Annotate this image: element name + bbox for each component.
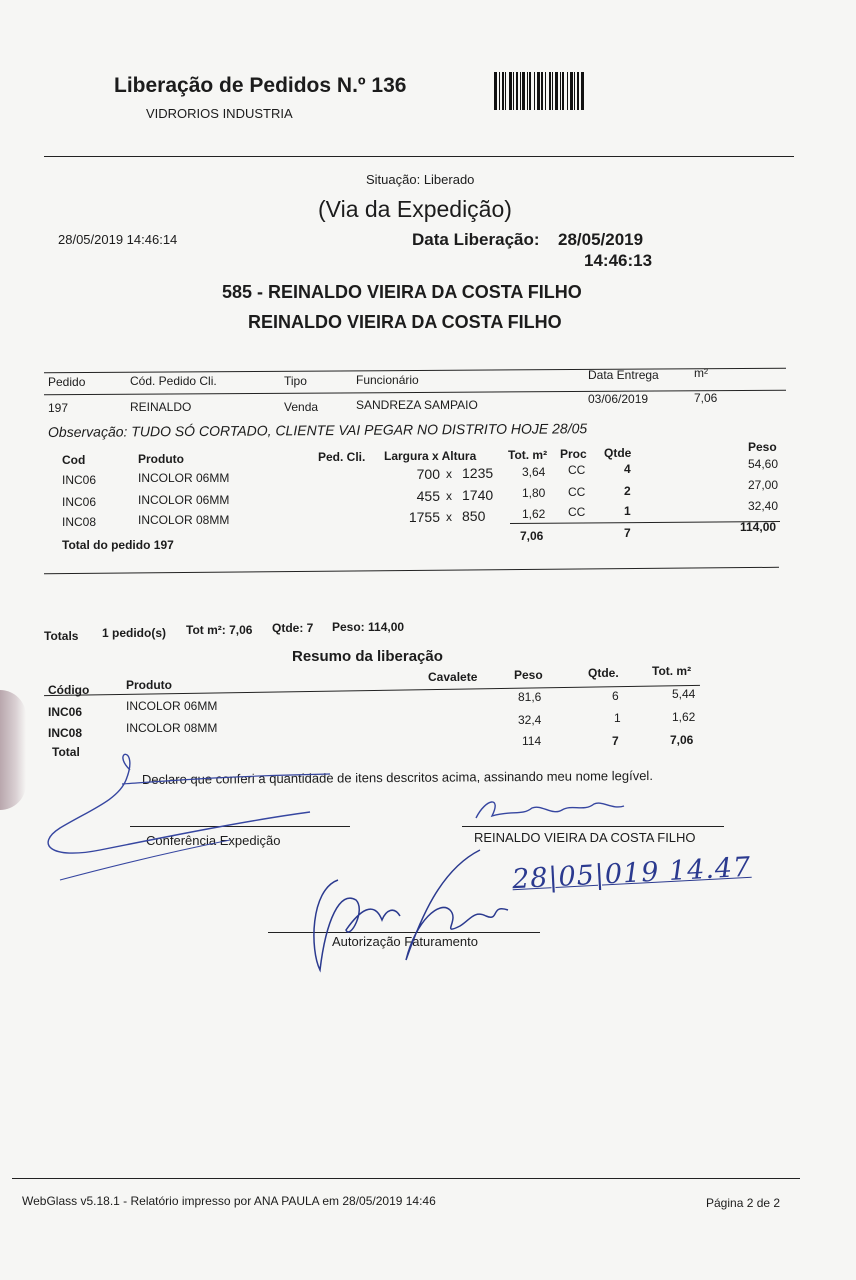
summary-col-cavalete: Cavalete — [428, 670, 478, 684]
value-m2: 7,06 — [694, 391, 718, 405]
row-proc: CC — [568, 485, 586, 499]
order-total-m2: 7,06 — [520, 529, 544, 543]
status-text: Situação: Liberado — [366, 172, 475, 187]
release-time: 14:46:13 — [584, 251, 653, 270]
summary-row-qtde: 1 — [614, 711, 621, 725]
release-date-label: Data Liberação: — [412, 230, 540, 249]
summary-row-produto: INCOLOR 08MM — [126, 721, 218, 735]
row-tot-m2: 1,62 — [522, 507, 546, 521]
report-title: Liberação de Pedidos N.º 136 — [114, 74, 407, 97]
summary-col-produto: Produto — [126, 678, 172, 692]
row-qtde: 1 — [624, 504, 631, 518]
observation — [48, 420, 587, 440]
footer-page: Página 2 de 2 — [706, 1196, 781, 1210]
handwritten-date: 28|05|019 14.47 — [511, 851, 752, 896]
client-signature-icon — [462, 790, 662, 830]
totals-qtde: Qtde: 7 — [272, 621, 314, 635]
summary-total-tot-m2: 7,06 — [670, 733, 694, 747]
summary-row-codigo: INC08 — [48, 726, 83, 740]
totals-label: Totals — [44, 629, 79, 643]
conferencia-label: Conferência Expedição — [146, 833, 281, 848]
row-altura: 850 — [462, 508, 486, 524]
row-produto: INCOLOR 06MM — [138, 493, 230, 507]
totals-m2: Tot m²: 7,06 — [186, 623, 253, 637]
conferencia-signature-icon — [30, 740, 350, 890]
col-cod: Cod — [62, 453, 86, 467]
autorizacao-signature-icon — [290, 840, 530, 980]
row-cod: INC08 — [62, 515, 97, 529]
row-largura: 1755 — [408, 509, 440, 525]
row-largura: 700 — [416, 466, 440, 482]
summary-row-qtde: 6 — [612, 689, 619, 703]
printed-datetime: 28/05/2019 14:46:14 — [58, 232, 178, 247]
barcode-icon — [494, 72, 610, 110]
summary-row-peso: 81,6 — [518, 690, 542, 704]
summary-row-tot-m2: 5,44 — [672, 687, 696, 701]
summary-total-qtde: 7 — [612, 734, 619, 748]
totals-pedidos: 1 pedido(s) — [102, 626, 167, 640]
row-x: x — [446, 467, 452, 481]
row-qtde: 4 — [624, 462, 631, 476]
label-data-entrega: Data Entrega — [588, 368, 659, 382]
via-label: (Via da Expedição) — [318, 196, 512, 222]
label-m2: m² — [694, 366, 708, 380]
summary-title: Resumo da liberação — [292, 648, 443, 665]
header-divider — [44, 156, 794, 157]
order-total-label: Total do pedido 197 — [62, 538, 174, 552]
value-pedido: 197 — [48, 401, 69, 415]
row-qtde: 2 — [624, 484, 631, 498]
items-bottom-line — [44, 567, 779, 574]
observation-label: Observação: — [47, 423, 128, 440]
order-header-line — [44, 390, 786, 396]
company-name: VIDRORIOS INDUSTRIA — [146, 106, 293, 121]
row-altura: 1740 — [462, 487, 494, 503]
value-tipo: Venda — [284, 400, 319, 414]
summary-row-tot-m2: 1,62 — [672, 710, 696, 724]
order-total-peso: 114,00 — [740, 520, 777, 534]
autorizacao-signature-line — [268, 932, 540, 933]
client-signature-name: REINALDO VIEIRA DA COSTA FILHO — [474, 830, 696, 845]
col-ped-cli: Ped. Cli. — [318, 450, 366, 464]
summary-row-produto: INCOLOR 06MM — [126, 699, 218, 713]
summary-row-codigo: INC06 — [48, 705, 83, 719]
totals-peso: Peso: 114,00 — [332, 620, 405, 634]
row-tot-m2: 1,80 — [522, 486, 546, 500]
row-tot-m2: 3,64 — [522, 465, 546, 479]
col-produto: Produto — [138, 452, 184, 466]
row-peso: 27,00 — [748, 478, 779, 492]
row-proc: CC — [568, 505, 586, 519]
summary-col-qtde: Qtde. — [588, 666, 619, 680]
value-funcionario: SANDREZA SAMPAIO — [356, 398, 478, 412]
label-pedido: Pedido — [48, 375, 86, 389]
col-largura-altura: Largura x Altura — [384, 449, 477, 463]
col-peso: Peso — [748, 440, 777, 454]
client-signature-line — [462, 826, 724, 827]
row-cod: INC06 — [62, 473, 97, 487]
row-cod: INC06 — [62, 495, 97, 509]
release-date: 28/05/2019 — [558, 230, 644, 249]
summary-col-codigo: Código — [48, 683, 90, 697]
col-proc: Proc — [560, 447, 587, 461]
summary-col-peso: Peso — [514, 668, 543, 682]
summary-total-peso: 114 — [522, 734, 542, 748]
label-funcionario: Funcionário — [356, 373, 419, 387]
col-tot-m2: Tot. m² — [508, 448, 548, 462]
autorizacao-label: Autorização Faturamento — [332, 934, 478, 949]
label-tipo: Tipo — [284, 374, 307, 388]
row-largura: 455 — [416, 488, 440, 504]
row-x: x — [446, 489, 452, 503]
client-line1: 585 - REINALDO VIEIRA DA COSTA FILHO — [222, 282, 582, 302]
row-proc: CC — [568, 463, 586, 477]
summary-total-label: Total — [52, 745, 80, 759]
row-peso: 32,40 — [748, 499, 779, 513]
client-line2: REINALDO VIEIRA DA COSTA FILHO — [248, 312, 562, 332]
row-altura: 1235 — [462, 465, 494, 481]
summary-col-tot-m2: Tot. m² — [652, 664, 692, 678]
value-data-entrega: 03/06/2019 — [588, 392, 649, 406]
label-cod-pedido-cli: Cód. Pedido Cli. — [130, 374, 217, 388]
row-peso: 54,60 — [748, 457, 779, 471]
declaration-text: Declaro que conferi a quantidade de itens descritos acima, assinando meu nome legível. — [141, 767, 653, 787]
row-produto: INCOLOR 06MM — [138, 471, 230, 485]
observation-text: TUDO SÓ CORTADO, CLIENTE VAI PEGAR NO DISTRITO HOJE 28/05 — [131, 420, 588, 440]
page-edge-shadow — [0, 690, 26, 810]
footer-left: WebGlass v5.18.1 - Relatório impresso por ANA PAULA em 28/05/2019 14:46 — [22, 1194, 436, 1208]
summary-row-peso: 32,4 — [518, 713, 542, 727]
footer-divider — [12, 1178, 800, 1179]
conferencia-signature-line — [130, 826, 350, 827]
value-cod-pedido-cli: REINALDO — [130, 400, 192, 414]
row-x: x — [446, 510, 452, 524]
order-total-qtde: 7 — [624, 526, 631, 540]
col-qtde: Qtde — [604, 446, 632, 460]
row-produto: INCOLOR 08MM — [138, 513, 230, 527]
